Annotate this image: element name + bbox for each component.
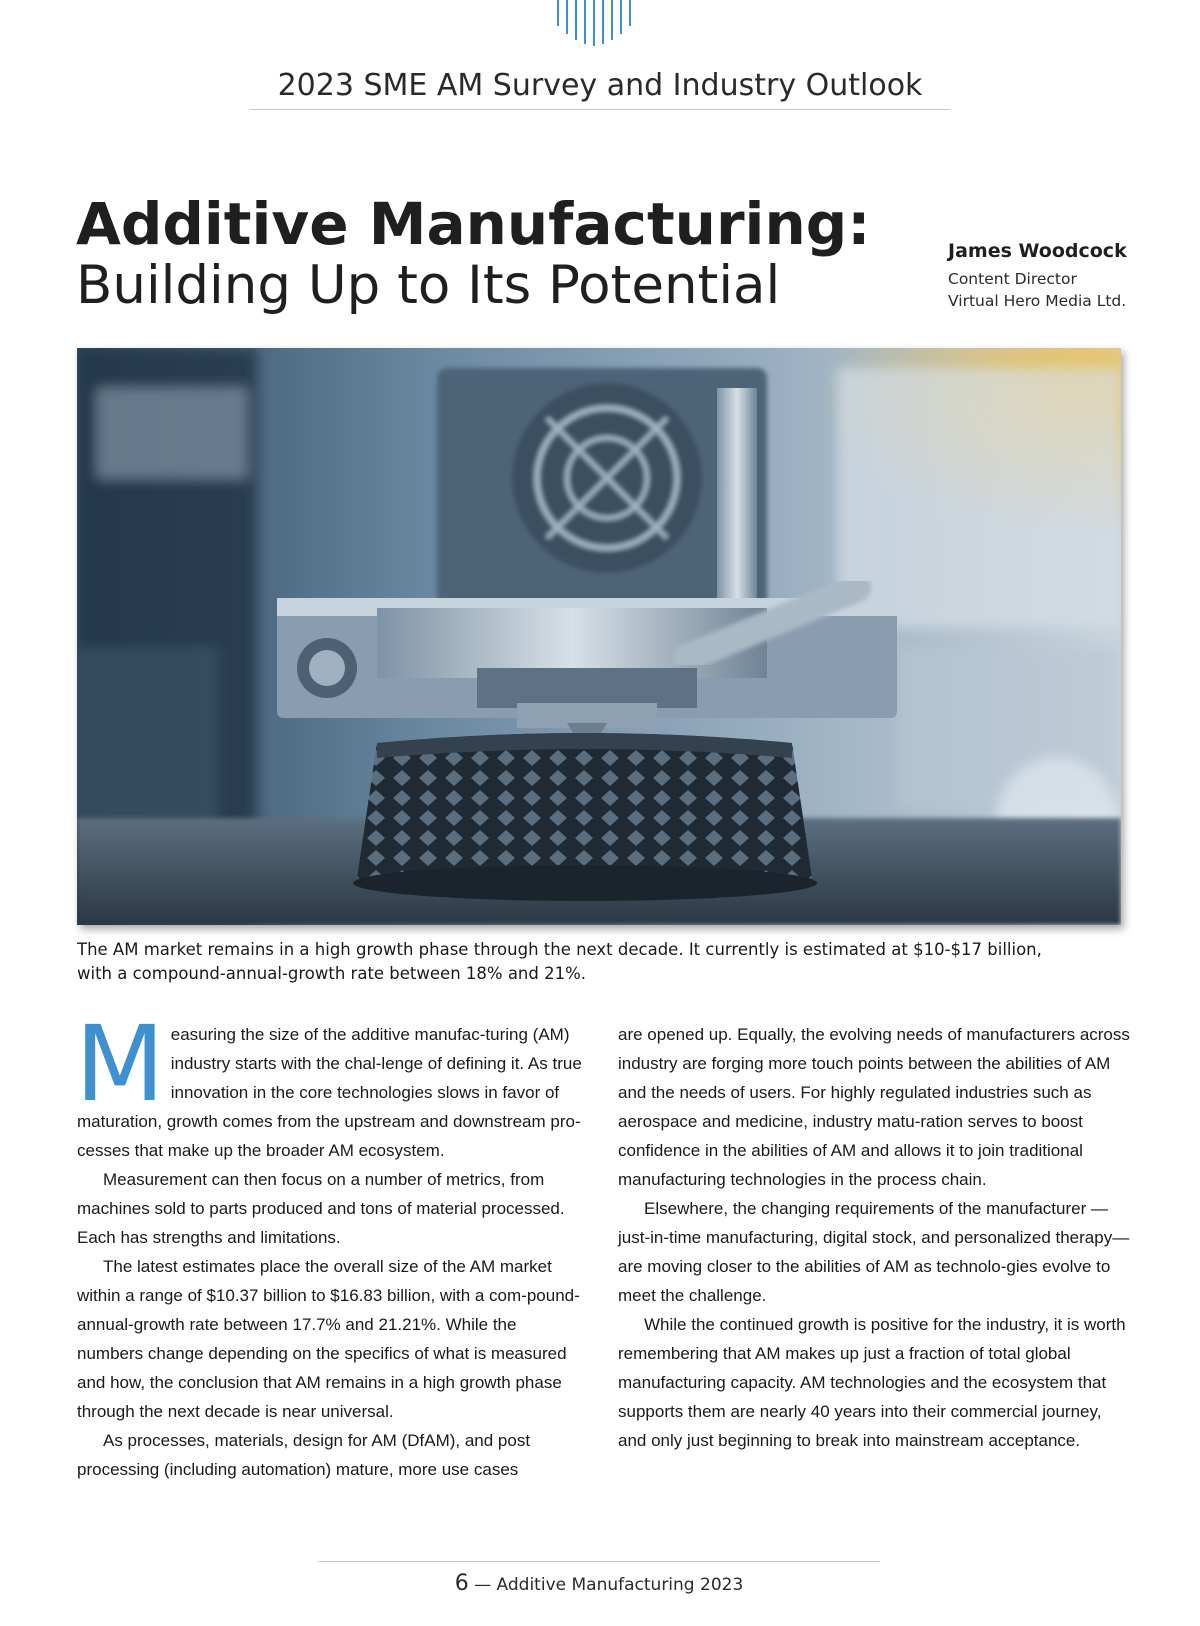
caption-line-1: The AM market remains in a high growth phase through the next decade. It currently is estimated at $10-$17 billion, bbox=[77, 940, 1042, 959]
image-caption bbox=[77, 938, 1137, 986]
right-column bbox=[618, 1020, 1133, 1455]
paragraph-5: are opened up. Equally, the evolving needs of manufacturers across industry are forging more touch points between the abilities of AM and the needs of users. For highly regulated industries such as aerospace and medicine, industry matu-ration serves to boost confidence in the abilities of AM and allows it to join traditional manufacturing technologies in the process chain. bbox=[618, 1025, 1130, 1189]
paragraph-4: As processes, materials, design for AM (DfAM), and post processing (including automation) mature, more use cases bbox=[77, 1431, 531, 1479]
publication-name: Additive Manufacturing 2023 bbox=[496, 1575, 744, 1595]
caption-line-2: with a compound-annual-growth rate between 18% and 21%. bbox=[77, 964, 587, 983]
running-header: 2023 SME AM Survey and Industry Outlook bbox=[277, 68, 923, 103]
drop-cap: M bbox=[75, 1003, 165, 1125]
byline bbox=[948, 240, 1188, 312]
header-rule bbox=[250, 109, 950, 110]
paragraph-6: Elsewhere, the changing requirements of the manufacturer —just-in-time manufacturing, digital stock, and personalized therapy—are moving closer to the abilities of AM as technolo-gies evolve to meet the challenge. bbox=[618, 1199, 1130, 1305]
page-footer bbox=[318, 1571, 880, 1596]
paragraph-3: The latest estimates place the overall size of the AM market within a range of $10.37 billion to $16.83 billion, with a com-pound-annual-growth rate between 17.7% and 21.21%. While the numbers change depending on the specifics of what is measured and how, the conclusion that AM remains in a high growth phase through the next decade is near universal. bbox=[77, 1257, 580, 1421]
footer-rule bbox=[318, 1561, 880, 1562]
left-column bbox=[75, 1003, 582, 1484]
vertical-lines-icon bbox=[556, 0, 640, 46]
hero-image bbox=[77, 348, 1121, 925]
author-organization: Virtual Hero Media Ltd. bbox=[948, 292, 1127, 310]
author-role: Content Director bbox=[948, 270, 1077, 288]
page-number: 6 bbox=[454, 1571, 469, 1596]
author-name: James Woodcock bbox=[948, 240, 1127, 262]
article-subtitle: Building Up to Its Potential bbox=[76, 255, 781, 316]
article-title: Additive Manufacturing: bbox=[76, 190, 871, 258]
paragraph-1-text: easuring the size of the additive manufac-turing (AM) industry starts with the chal-lenge of defining it. As true innovation in the core technologies slows in favor of maturation, growth comes from the upstream and downstream pro-cesses that make up the broader AM ecosystem. bbox=[77, 1025, 582, 1160]
paragraph-7: While the continued growth is positive for the industry, it is worth remembering that AM makes up just a fraction of total global manufacturing capacity. AM technologies and the ecosystem that supports them are nearly 40 years into their commercial journey, and only just beginning to break into mainstream acceptance. bbox=[618, 1315, 1126, 1450]
paragraph-1 bbox=[75, 1003, 582, 1165]
paragraph-2: Measurement can then focus on a number of metrics, from machines sold to parts produced and tons of material processed. Each has strengths and limitations. bbox=[77, 1170, 565, 1247]
footer-separator: — bbox=[474, 1575, 492, 1595]
